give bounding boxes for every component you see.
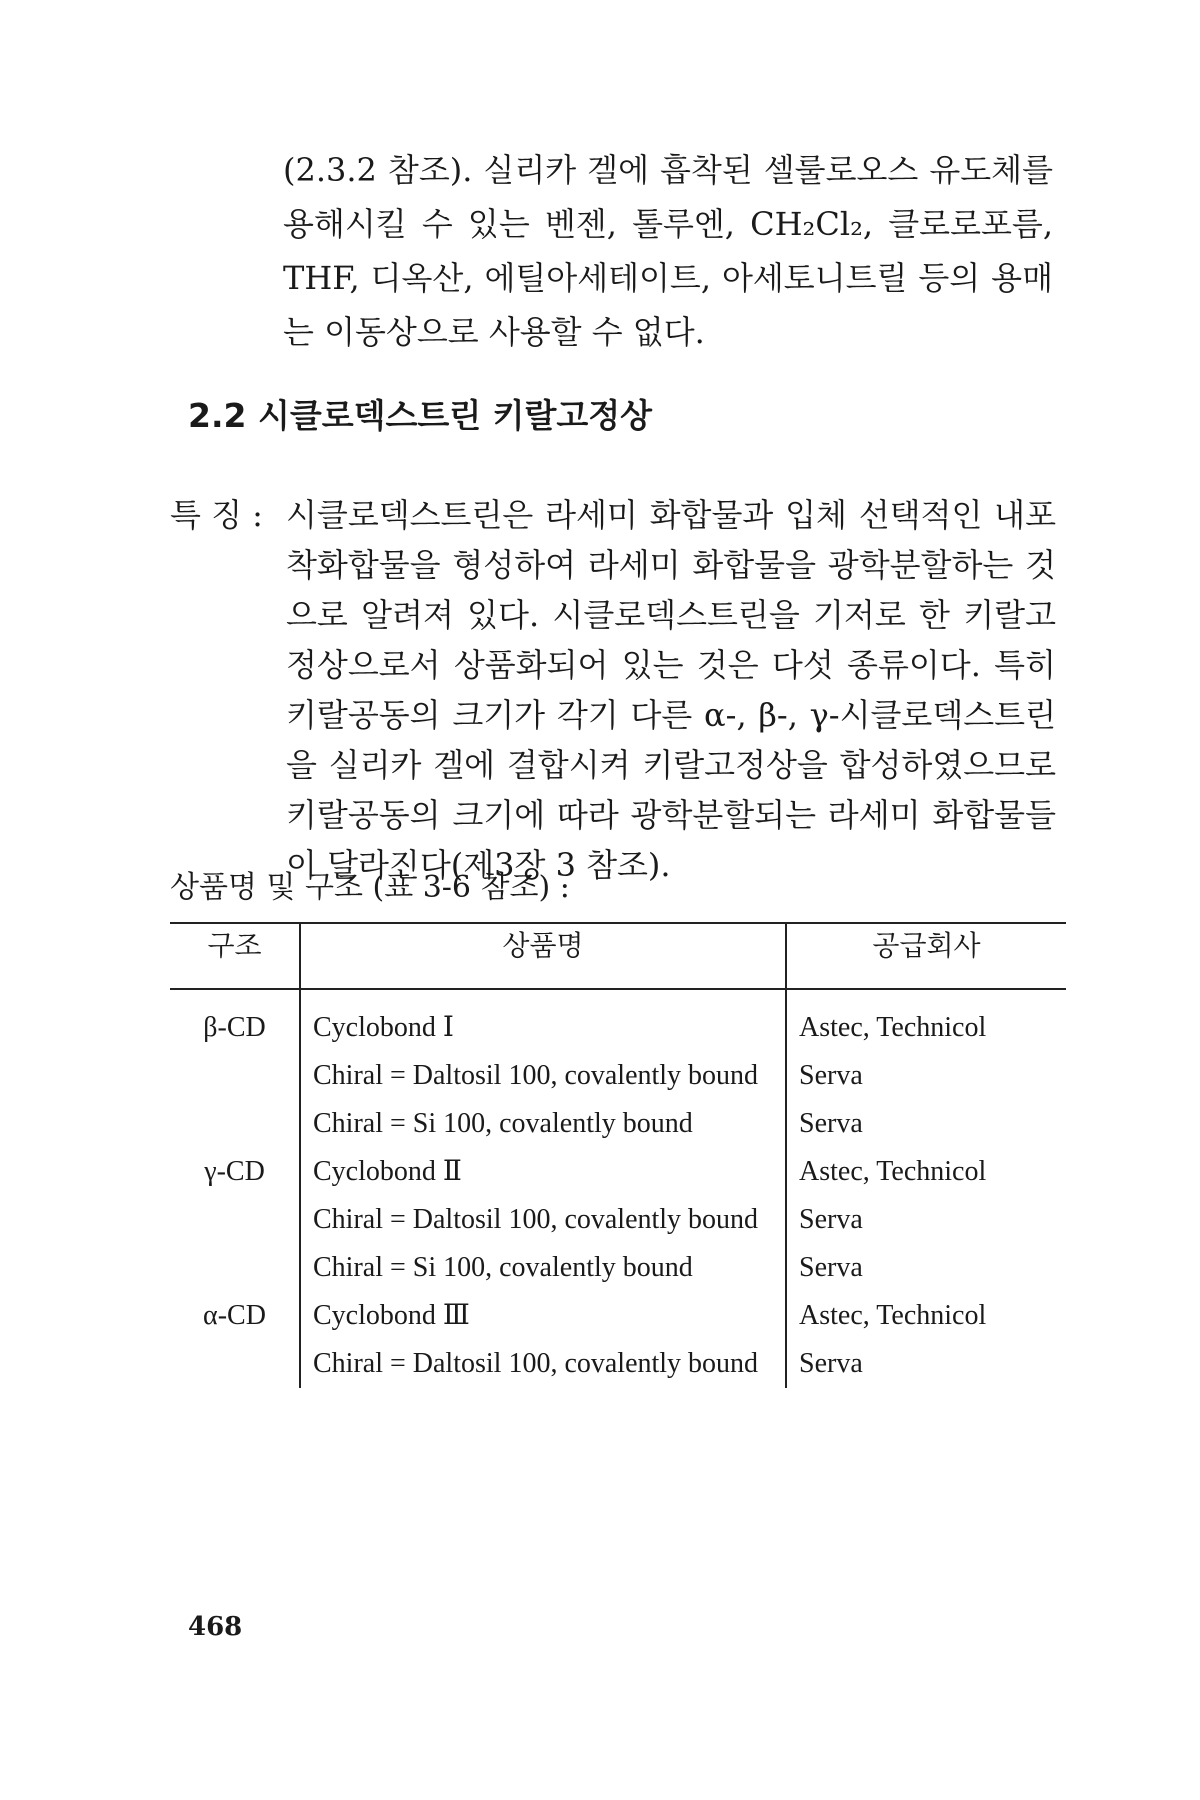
cell-supplier: Serva [799,1060,863,1091]
cell-structure [170,1340,300,1388]
table-row [170,1148,1066,1196]
cell-product: Chiral = Si 100, covalently bound [300,1100,786,1148]
cell-structure: α-CD [203,1300,266,1331]
table-header-row [170,923,1066,989]
cell-supplier: Serva [799,1252,863,1283]
cell-structure [170,1052,300,1100]
cell-supplier: Astec, Technicol [799,1012,987,1043]
cell-product: Chiral = Si 100, covalently bound [300,1244,786,1292]
feature-text: 시클로덱스트린은 라세미 화합물과 입체 선택적인 내포 착화합물을 형성하여 라세미 화합물을 광학분할하는 것으로 알려져 있다. 시클로덱스트린을 기저로 한 키랄고정상으로서 상품화되어 있는 것은 다섯 종류이다. 특히 키랄공동의 크기가 각기 다른 α-, β-, γ-시클로덱스트린을 실리카 겔에 결합시켜 키랄고정상을 합성하였으므로 키랄공동의 크기에 따라 광학분할되는 라세미 화합물들이 달라진다(제3장 3 참조). [286,496,1056,884]
table-row [170,1292,1066,1340]
cell-supplier: Serva [799,1204,863,1235]
table-row [170,1100,1066,1148]
table-row [170,989,1066,1052]
page-number: 468 [188,1612,243,1642]
cell-product: Cyclobond Ⅱ [300,1148,786,1196]
table-caption: 상품명 및 구조 (표 3-6 참조) : [170,870,570,905]
cell-product: Cyclobond Ⅲ [300,1292,786,1340]
header-structure: 구조 [170,923,300,989]
cell-supplier: Astec, Technicol [799,1300,987,1331]
cell-product: Chiral = Daltosil 100, covalently bound [300,1196,786,1244]
header-supplier: 공급회사 [786,923,1066,989]
table-row [170,1052,1066,1100]
cell-structure: γ-CD [204,1156,265,1187]
cell-product: Chiral = Daltosil 100, covalently bound [300,1340,786,1388]
cell-structure: β-CD [203,1012,266,1043]
header-product: 상품명 [300,923,786,989]
feature-label: 특 징 : [170,496,263,534]
cell-product: Chiral = Daltosil 100, covalently bound [300,1052,786,1100]
cell-structure [170,1244,300,1292]
section-title: 2.2 시클로덱스트린 키랄고정상 [188,396,652,435]
cell-structure [170,1196,300,1244]
intro-paragraph: (2.3.2 참조). 실리카 겔에 흡착된 셀룰로오스 유도체를 용해시킬 수 있는 벤젠, 톨루엔, CH₂Cl₂, 클로로포름, THF, 디옥산, 에틸아세테이트, 아세토니트릴 등의 용매는 이동상으로 사용할 수 없다. [283,151,1053,351]
cell-structure [170,1100,300,1148]
cell-supplier: Serva [799,1348,863,1379]
table-row [170,1340,1066,1388]
cell-supplier: Serva [799,1108,863,1139]
table-row [170,1244,1066,1292]
table-row [170,1196,1066,1244]
cell-product: Cyclobond Ⅰ [300,989,786,1052]
product-table [170,922,1066,1388]
cell-supplier: Astec, Technicol [799,1156,987,1187]
